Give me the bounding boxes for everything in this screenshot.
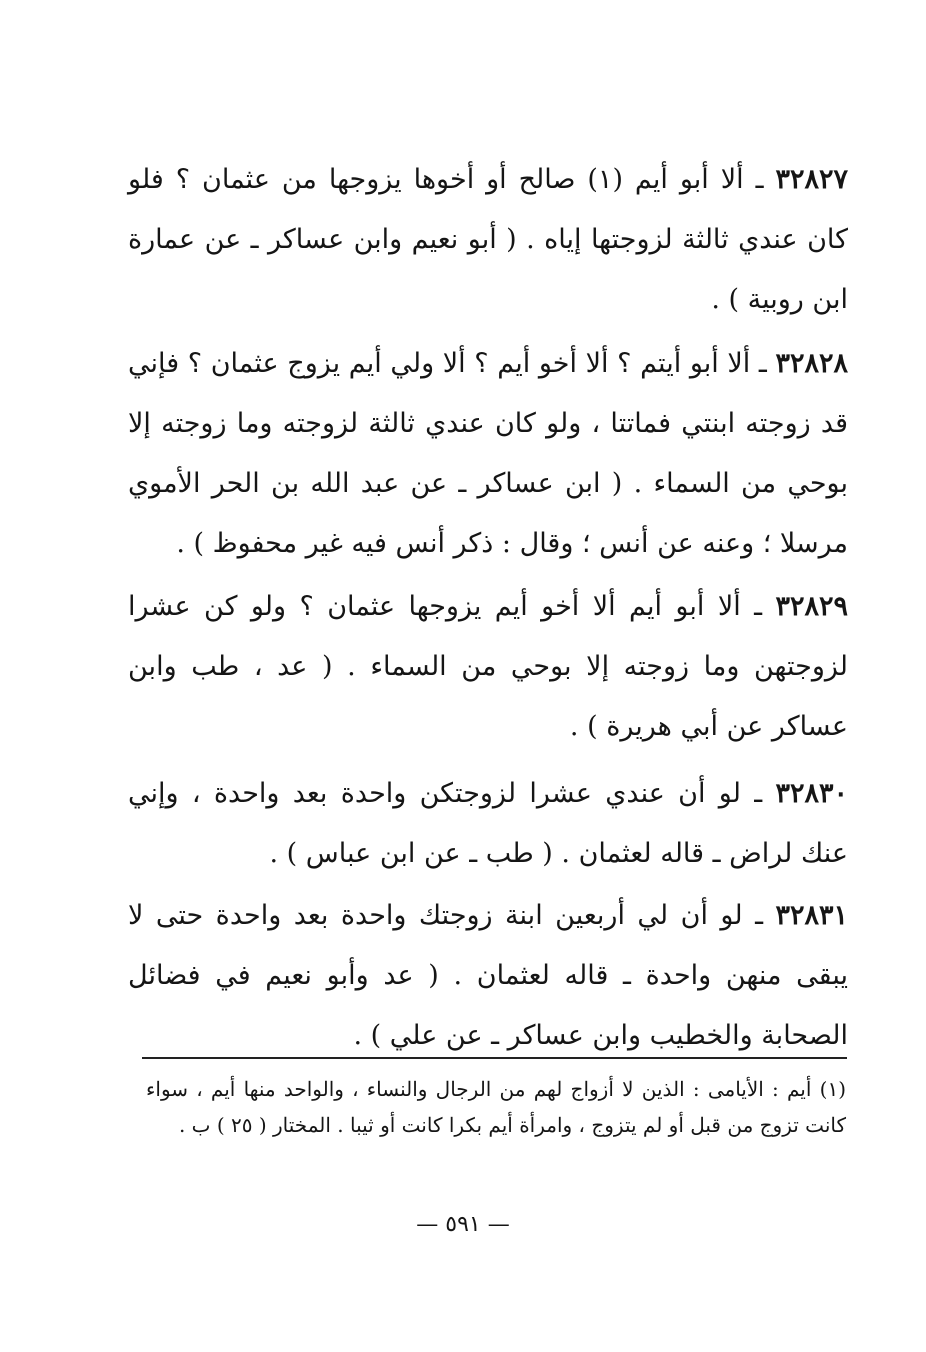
hadith-text: لو أن لي أربعين ابنة زوجتك واحدة بعد واحدة حتى لا يبقى منهن واحدة ـ قاله لعثمان . ( عد وأبو نعيم في فضائل الصحابة والخطيب وابن عساكر ـ عن علي ) . <box>128 900 848 1051</box>
separator-dash: ـ <box>742 900 763 931</box>
hadith-entry <box>128 334 848 574</box>
hadith-entry <box>128 886 848 1066</box>
footnote-divider <box>142 1057 847 1059</box>
hadith-entry <box>128 577 848 757</box>
hadith-number: ٣٢٨٣١ <box>775 900 848 931</box>
hadith-number: ٣٢٨٣٠ <box>775 778 848 809</box>
separator-dash: ـ <box>740 591 763 622</box>
hadith-text: لو أن عندي عشرا لزوجتكن واحدة بعد واحدة ، وإني عنك لراض ـ قاله لعثمان . ( طب ـ عن ابن عباس ) . <box>128 778 848 869</box>
separator-dash: ـ <box>740 778 763 809</box>
separator-dash: ـ <box>743 164 764 195</box>
footnote: (١) أيم : الأيامى : الذين لا أزواج لهم من الرجال والنساء ، والواحد منها أيم ، سواء كانت تزوج من قبل أو لم يتزوج ، وامرأة أيم بكرا كانت أو ثيبا . المختار ( ٢٥ ) ب . <box>146 1077 846 1137</box>
hadith-entry <box>128 764 848 884</box>
separator-dash: ـ <box>750 348 767 379</box>
hadith-text: ألا أبو أيتم ؟ ألا أخو أيم ؟ ألا ولي أيم يزوج عثمان ؟ فإني قد زوجته ابنتي فماتتا ، ولو كان عندي ثالثة لزوجته وما زوجته إلا بوحي من السماء . ( ابن عساكر ـ عن عبد الله بن الحر الأموي مرسلا ؛ وعنه عن أنس ؛ وقال : ذكر أنس فيه غير محفوظ ) . <box>128 348 848 559</box>
hadith-text: ألا أبو أيم ألا أخو أيم يزوجها عثمان ؟ ولو كن عشرا لزوجتهن وما زوجته إلا بوحي من السماء . ( عد ، طب وابن عساكر عن أبي هريرة ) . <box>128 591 848 742</box>
page-number: — ٥٩١ — <box>416 1212 510 1237</box>
hadith-number: ٣٢٨٢٩ <box>775 591 848 622</box>
hadith-entry <box>128 150 848 330</box>
hadith-number: ٣٢٨٢٧ <box>775 164 848 195</box>
hadith-text: ألا أبو أيم (١) صالح أو أخوها يزوجها من عثمان ؟ فلو كان عندي ثالثة لزوجتها إياه . ( أبو نعيم وابن عساكر ـ عن عمارة ابن روبية ) . <box>128 164 848 315</box>
hadith-number: ٣٢٨٢٨ <box>775 348 848 379</box>
